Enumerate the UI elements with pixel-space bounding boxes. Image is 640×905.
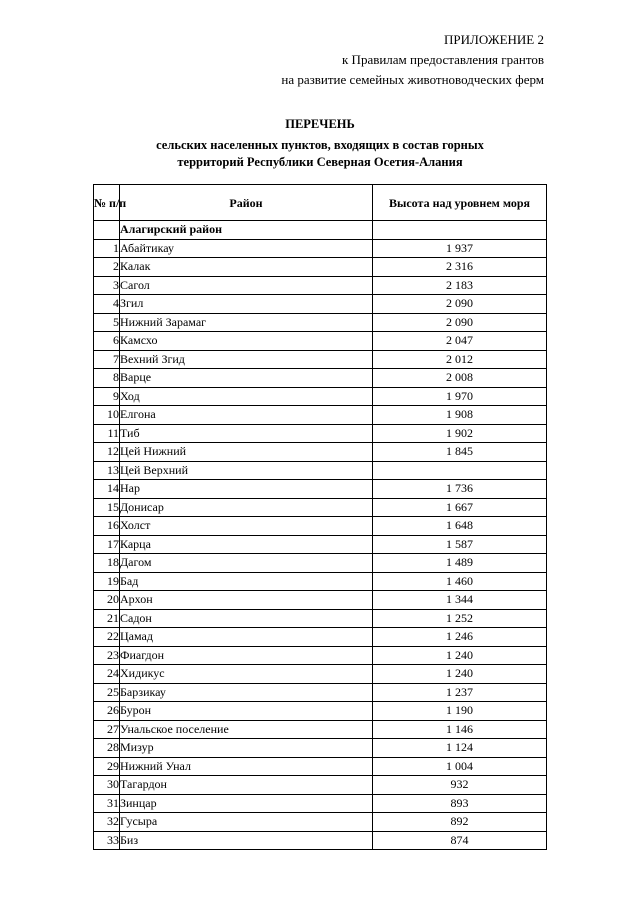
settlement-altitude: 1 587 — [373, 535, 547, 554]
row-number: 5 — [94, 313, 120, 332]
settlement-altitude: 1 004 — [373, 757, 547, 776]
appendix-reference-cont: на развитие семейных животноводческих ферм — [281, 72, 544, 87]
settlement-name: Хидикус — [120, 665, 373, 684]
settlement-altitude: 1 845 — [373, 443, 547, 462]
settlement-altitude: 893 — [373, 794, 547, 813]
settlement-name: Донисар — [120, 498, 373, 517]
settlement-name: Нижний Зарамаг — [120, 313, 373, 332]
settlement-altitude: 1 648 — [373, 517, 547, 536]
row-number: 12 — [94, 443, 120, 462]
row-number: 11 — [94, 424, 120, 443]
settlement-name: Тагардон — [120, 776, 373, 795]
settlement-name: Нар — [120, 480, 373, 499]
settlement-altitude: 2 008 — [373, 369, 547, 388]
settlement-altitude: 1 970 — [373, 387, 547, 406]
settlement-name: Биз — [120, 831, 373, 850]
settlement-name: Тиб — [120, 424, 373, 443]
settlement-name: Вехний Згид — [120, 350, 373, 369]
settlement-altitude: 1 460 — [373, 572, 547, 591]
settlement-altitude: 874 — [373, 831, 547, 850]
row-number: 21 — [94, 609, 120, 628]
settlement-name: Камсхо — [120, 332, 373, 351]
row-number: 27 — [94, 720, 120, 739]
row-number: 17 — [94, 535, 120, 554]
table-row — [94, 313, 547, 332]
row-number: 9 — [94, 387, 120, 406]
row-number: 15 — [94, 498, 120, 517]
section-row — [94, 221, 547, 240]
table-row — [94, 813, 547, 832]
table-header-row — [94, 185, 547, 221]
row-number: 14 — [94, 480, 120, 499]
settlement-name: Архон — [120, 591, 373, 610]
settlement-altitude: 1 902 — [373, 424, 547, 443]
row-number: 3 — [94, 276, 120, 295]
row-number: 24 — [94, 665, 120, 684]
settlement-altitude: 1 344 — [373, 591, 547, 610]
table-row — [94, 665, 547, 684]
settlement-name: Згил — [120, 295, 373, 314]
settlement-name: Цей Нижний — [120, 443, 373, 462]
settlement-name: Фиагдон — [120, 646, 373, 665]
settlement-name: Цей Верхний — [120, 461, 373, 480]
settlement-name: Бурон — [120, 702, 373, 721]
settlement-altitude: 2 012 — [373, 350, 547, 369]
table-row — [94, 276, 547, 295]
row-number: 7 — [94, 350, 120, 369]
settlement-altitude: 1 736 — [373, 480, 547, 499]
title-heading: ПЕРЕЧЕНЬ — [285, 117, 355, 131]
row-number: 4 — [94, 295, 120, 314]
section-number-cell — [94, 221, 120, 240]
settlement-name: Карца — [120, 535, 373, 554]
settlement-name: Калак — [120, 258, 373, 277]
settlement-altitude: 1 908 — [373, 406, 547, 425]
settlement-name: Дагом — [120, 554, 373, 573]
settlement-name: Садон — [120, 609, 373, 628]
settlement-name: Мизур — [120, 739, 373, 758]
row-number: 16 — [94, 517, 120, 536]
settlement-altitude: 1 252 — [373, 609, 547, 628]
settlement-altitude: 1 240 — [373, 646, 547, 665]
title-subheading: сельских населенных пунктов, входящих в состав горных — [156, 138, 484, 152]
table-row — [94, 794, 547, 813]
row-number: 19 — [94, 572, 120, 591]
table-row — [94, 609, 547, 628]
table-row — [94, 295, 547, 314]
table-row — [94, 350, 547, 369]
table-row — [94, 739, 547, 758]
row-number: 30 — [94, 776, 120, 795]
table-row — [94, 776, 547, 795]
table-row — [94, 572, 547, 591]
settlement-altitude: 2 090 — [373, 295, 547, 314]
table-row — [94, 498, 547, 517]
table-row — [94, 720, 547, 739]
row-number: 1 — [94, 239, 120, 258]
settlement-altitude: 1 667 — [373, 498, 547, 517]
row-number: 29 — [94, 757, 120, 776]
settlement-name: Барзикау — [120, 683, 373, 702]
settlement-name: Абайтикау — [120, 239, 373, 258]
settlement-altitude: 1 240 — [373, 665, 547, 684]
table-row — [94, 628, 547, 647]
table-row — [94, 332, 547, 351]
appendix-reference: к Правилам предоставления грантов — [341, 52, 544, 67]
row-number: 22 — [94, 628, 120, 647]
row-number: 33 — [94, 831, 120, 850]
table-row — [94, 517, 547, 536]
appendix-header — [281, 30, 544, 90]
settlement-altitude: 1 937 — [373, 239, 547, 258]
title-subheading-cont: территорий Республики Северная Осетия-Алания — [177, 155, 463, 169]
settlement-name: Нижний Унал — [120, 757, 373, 776]
row-number: 23 — [94, 646, 120, 665]
row-number: 10 — [94, 406, 120, 425]
table-row — [94, 387, 547, 406]
table-body — [94, 221, 547, 850]
settlement-name: Бад — [120, 572, 373, 591]
settlement-name: Елгона — [120, 406, 373, 425]
settlement-altitude: 2 183 — [373, 276, 547, 295]
table-row — [94, 831, 547, 850]
settlements-table — [93, 184, 547, 850]
table-row — [94, 591, 547, 610]
settlement-altitude: 1 246 — [373, 628, 547, 647]
settlement-altitude: 892 — [373, 813, 547, 832]
settlement-altitude — [373, 461, 547, 480]
table-row — [94, 646, 547, 665]
header-number: № п/п — [94, 185, 120, 221]
appendix-number: ПРИЛОЖЕНИЕ 2 — [444, 32, 544, 47]
table-row — [94, 535, 547, 554]
settlement-altitude: 1 237 — [373, 683, 547, 702]
row-number: 2 — [94, 258, 120, 277]
row-number: 8 — [94, 369, 120, 388]
row-number: 26 — [94, 702, 120, 721]
row-number: 20 — [94, 591, 120, 610]
table-row — [94, 480, 547, 499]
table-row — [94, 702, 547, 721]
settlement-altitude: 1 124 — [373, 739, 547, 758]
settlement-altitude: 1 190 — [373, 702, 547, 721]
row-number: 31 — [94, 794, 120, 813]
settlement-name: Гусыра — [120, 813, 373, 832]
settlement-altitude: 1 489 — [373, 554, 547, 573]
row-number: 32 — [94, 813, 120, 832]
section-height-cell — [373, 221, 547, 240]
table-row — [94, 369, 547, 388]
section-name: Алагирский район — [120, 221, 373, 240]
settlement-name: Ход — [120, 387, 373, 406]
table-row — [94, 424, 547, 443]
row-number: 13 — [94, 461, 120, 480]
header-altitude: Высота над уровнем моря — [373, 185, 547, 221]
table-row — [94, 443, 547, 462]
settlement-name: Холст — [120, 517, 373, 536]
table-row — [94, 239, 547, 258]
row-number: 25 — [94, 683, 120, 702]
table-row — [94, 461, 547, 480]
table-row — [94, 683, 547, 702]
settlement-name: Варце — [120, 369, 373, 388]
settlement-altitude: 2 316 — [373, 258, 547, 277]
table-row — [94, 258, 547, 277]
table-row — [94, 757, 547, 776]
settlement-name: Сагол — [120, 276, 373, 295]
settlement-name: Унальское поселение — [120, 720, 373, 739]
settlement-altitude: 2 047 — [373, 332, 547, 351]
settlement-name: Зинцар — [120, 794, 373, 813]
row-number: 18 — [94, 554, 120, 573]
row-number: 6 — [94, 332, 120, 351]
document-title — [0, 116, 640, 171]
settlement-name: Цамад — [120, 628, 373, 647]
table-row — [94, 406, 547, 425]
settlement-altitude: 2 090 — [373, 313, 547, 332]
table-row — [94, 554, 547, 573]
settlement-altitude: 932 — [373, 776, 547, 795]
header-district: Район — [120, 185, 373, 221]
settlement-altitude: 1 146 — [373, 720, 547, 739]
row-number: 28 — [94, 739, 120, 758]
